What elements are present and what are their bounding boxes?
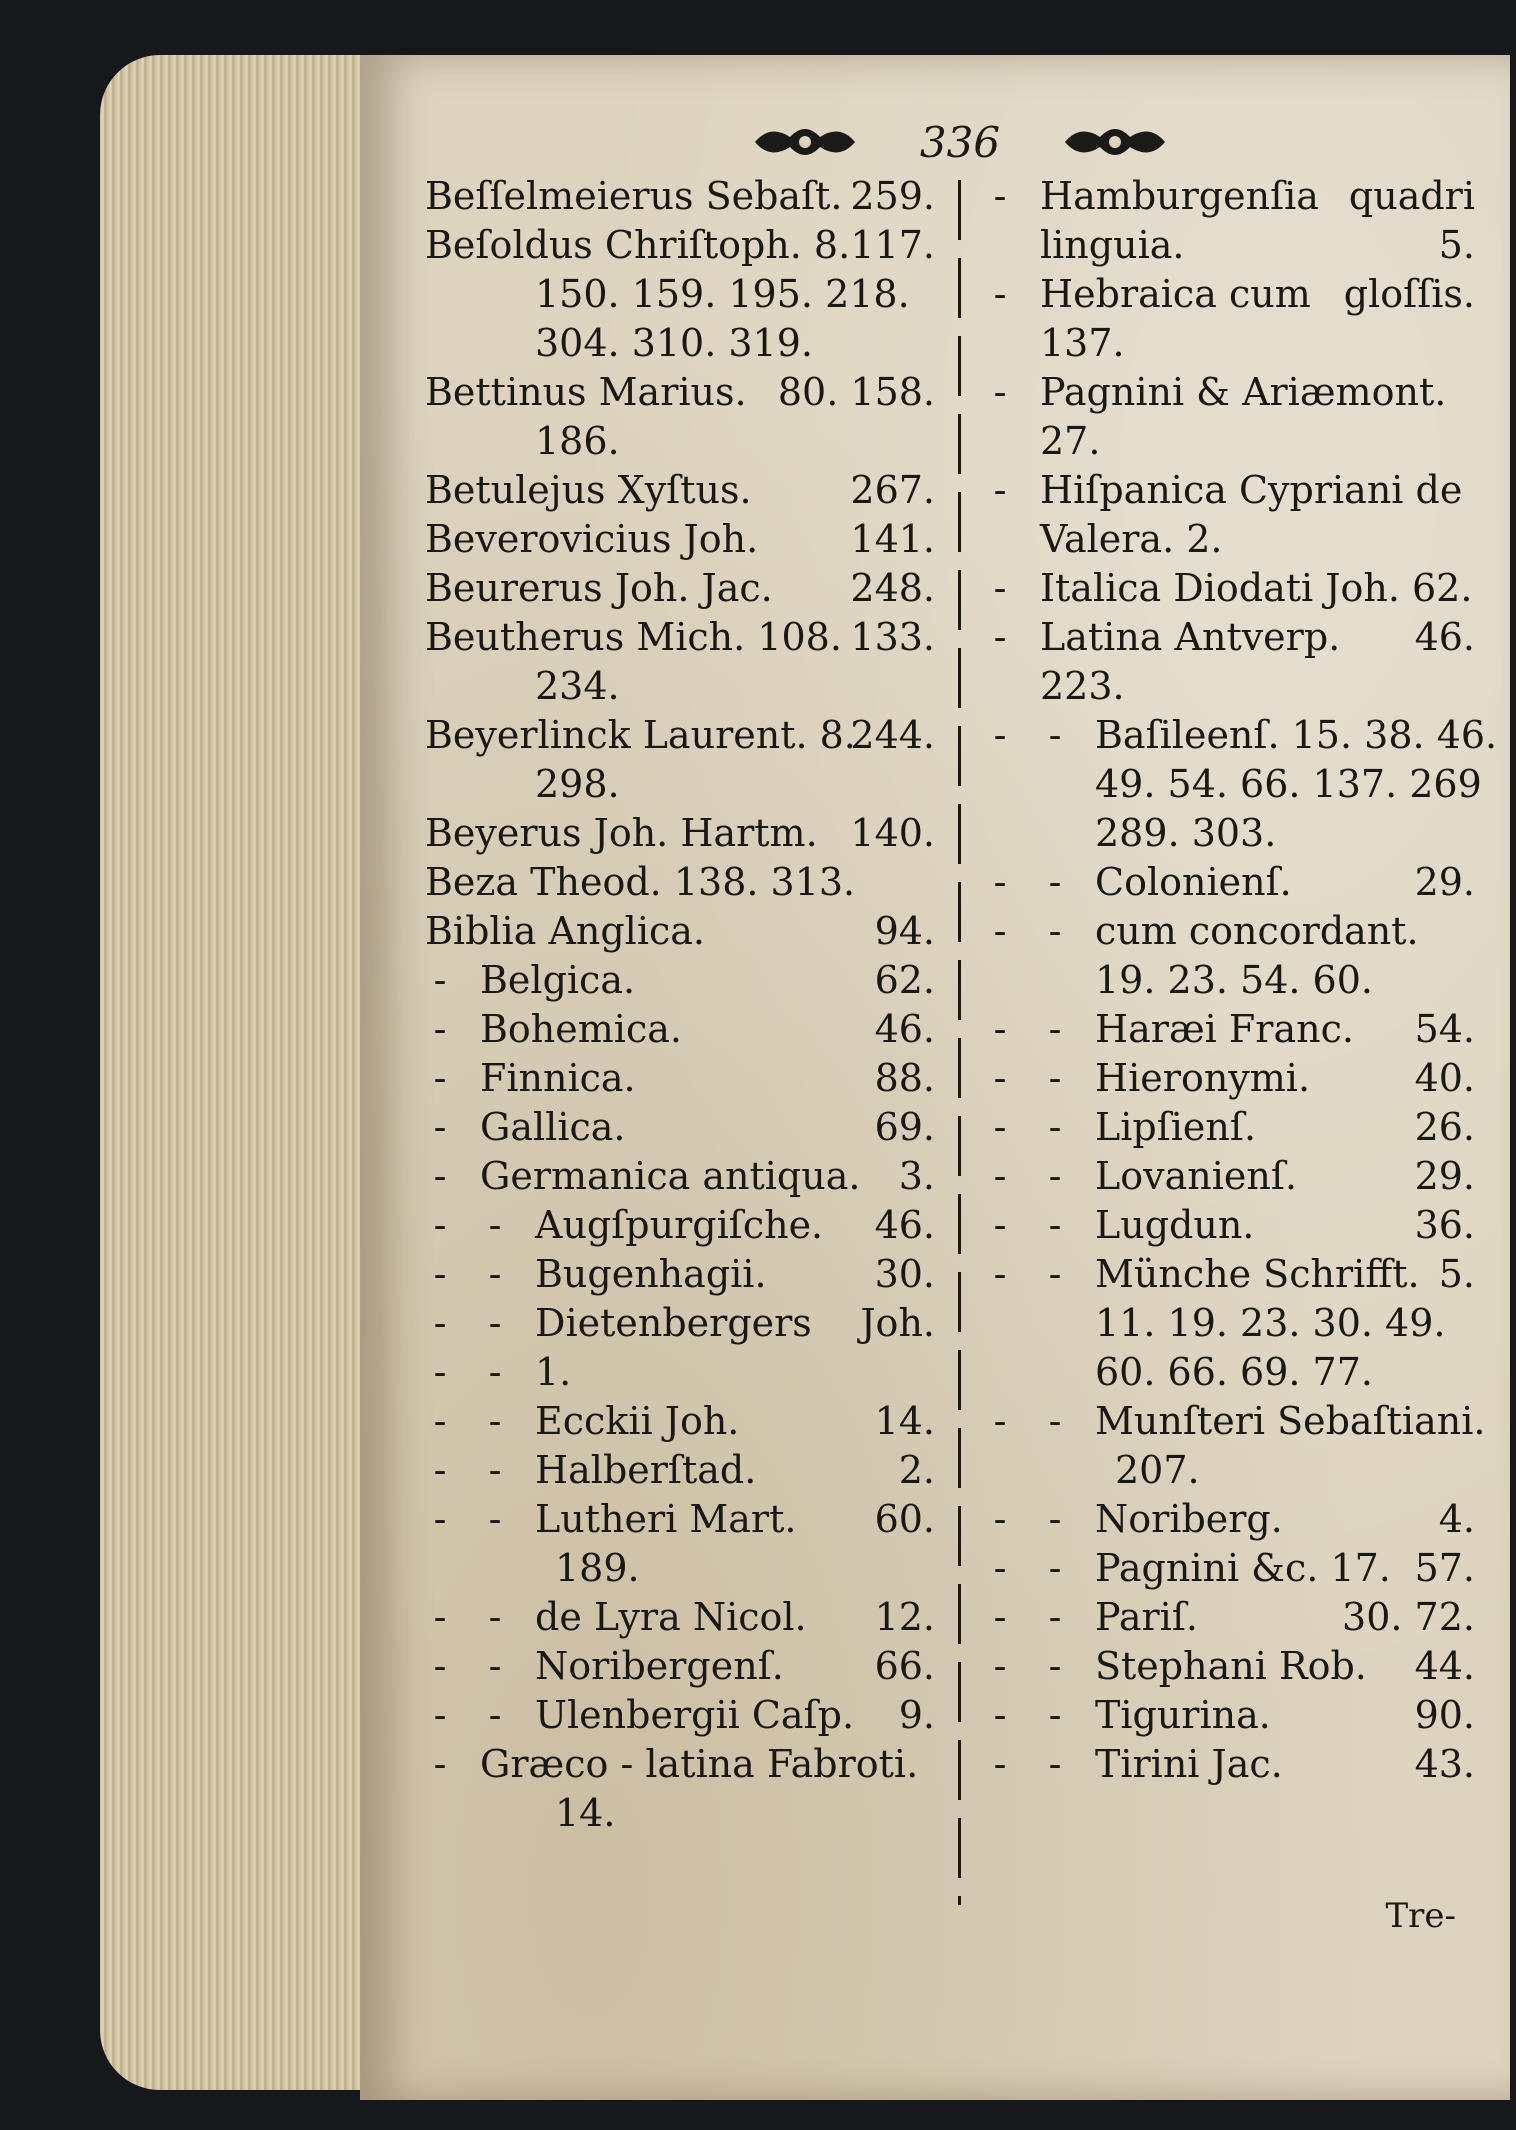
index-entry — [425, 760, 935, 809]
entry-page-ref: 141. — [850, 517, 935, 561]
entry-text: Baſileenſ. 15. 38. 46. — [1095, 713, 1498, 757]
index-entry — [985, 956, 1475, 1005]
index-entry — [425, 1299, 935, 1348]
entry-page-ref: 5. — [1438, 1252, 1475, 1296]
entry-page-ref: 40. — [1414, 1056, 1475, 1100]
index-entry — [985, 1740, 1475, 1789]
entry-dash: - — [993, 860, 1007, 904]
entry-page-ref: 3. — [898, 1154, 935, 1198]
entry-subdash: - — [1048, 1203, 1062, 1247]
index-entry — [425, 1201, 935, 1250]
entry-page-ref: quadri — [1348, 174, 1475, 218]
index-entry — [425, 809, 935, 858]
entry-text: 14. — [555, 1791, 616, 1835]
entry-subdash: - — [488, 1301, 502, 1345]
entry-text: Beyerus Joh. Hartm. — [425, 811, 818, 855]
entry-dash: - — [433, 1105, 447, 1149]
index-entry — [985, 1054, 1475, 1103]
entry-dash: - — [993, 1546, 1007, 1590]
index-entry — [425, 1740, 935, 1789]
entry-text: Ulenbergii Caſp. — [535, 1693, 855, 1737]
index-entry — [425, 417, 935, 466]
index-entry — [985, 1397, 1486, 1446]
entry-page-ref: 90. — [1414, 1693, 1475, 1737]
entry-dash: - — [433, 1007, 447, 1051]
index-entry — [425, 1005, 935, 1054]
right-ornament-icon — [1060, 119, 1170, 165]
entry-dash: - — [433, 1252, 447, 1296]
entry-subdash: - — [1048, 909, 1062, 953]
entry-text: Hebraica cum — [1040, 272, 1311, 316]
entry-text: Belgica. — [480, 958, 636, 1002]
index-entry — [985, 1642, 1475, 1691]
entry-page-ref: 60. — [874, 1497, 935, 1541]
entry-dash: - — [993, 468, 1007, 512]
entry-text: Ecckii Joh. — [535, 1399, 740, 1443]
entry-text: Colonienſ. — [1095, 860, 1292, 904]
entry-subdash: - — [1048, 1693, 1062, 1737]
entry-text: cum concordant. — [1095, 909, 1419, 953]
entry-page-ref: 88. — [874, 1056, 935, 1100]
entry-page-ref: 2. — [898, 1448, 935, 1492]
entry-dash: - — [433, 1056, 447, 1100]
index-entry — [425, 270, 935, 319]
entry-text: 11. 19. 23. 30. 49. — [1095, 1301, 1446, 1345]
entry-text: Stephani Rob. — [1095, 1644, 1367, 1688]
entry-text: Beverovicius Joh. — [425, 517, 759, 561]
entry-page-ref: 46. — [874, 1203, 935, 1247]
entry-text: Beſoldus Chriſtoph. 8. — [425, 223, 851, 267]
index-entry — [425, 711, 935, 760]
index-entry — [425, 221, 935, 270]
entry-page-ref: 5. — [1438, 223, 1475, 267]
entry-dash: - — [433, 1301, 447, 1345]
entry-dash: - — [993, 1497, 1007, 1541]
entry-page-ref: 248. — [850, 566, 935, 610]
entry-text: Pariſ. — [1095, 1595, 1198, 1639]
entry-subdash: - — [1048, 1742, 1062, 1786]
book-page-edges — [100, 55, 400, 2090]
index-entry — [985, 564, 1475, 613]
entry-subdash: - — [488, 1203, 502, 1247]
entry-dash: - — [433, 1448, 447, 1492]
entry-text: 189. — [555, 1546, 640, 1590]
entry-text: Betulejus Xyſtus. — [425, 468, 752, 512]
entry-page-ref: 259. — [850, 174, 935, 218]
index-entry — [425, 1544, 935, 1593]
entry-page-ref: Joh. — [860, 1301, 935, 1345]
entry-subdash: - — [1048, 1007, 1062, 1051]
index-entry — [985, 1005, 1475, 1054]
entry-text: de Lyra Nicol. — [535, 1595, 807, 1639]
entry-dash: - — [433, 958, 447, 1002]
entry-text: linguia. — [1040, 223, 1185, 267]
entry-subdash: - — [1048, 1056, 1062, 1100]
index-entry — [985, 270, 1475, 319]
entry-subdash: - — [1048, 1105, 1062, 1149]
entry-subdash: - — [488, 1693, 502, 1737]
entry-text: 304. 310. 319. — [535, 321, 813, 365]
entry-text: 289. 303. — [1095, 811, 1277, 855]
entry-subdash: - — [1048, 1644, 1062, 1688]
entry-text: Münche Schrifft. — [1095, 1252, 1420, 1296]
index-entry — [425, 1348, 935, 1397]
entry-text: Germanica antiqua. — [480, 1154, 861, 1198]
index-entry — [985, 417, 1475, 466]
index-entry — [985, 368, 1475, 417]
index-entry — [985, 907, 1475, 956]
index-entry — [985, 1103, 1475, 1152]
index-entry — [425, 1152, 935, 1201]
entry-dash: - — [993, 566, 1007, 610]
entry-text: Bohemica. — [480, 1007, 682, 1051]
entry-subdash: - — [1048, 1399, 1062, 1443]
entry-text: Græco - latina Fabroti. — [480, 1742, 919, 1786]
entry-page-ref: 30. — [874, 1252, 935, 1296]
entry-dash: - — [993, 713, 1007, 757]
index-entry — [425, 1593, 935, 1642]
column-divider — [958, 180, 961, 1905]
entry-subdash: - — [488, 1497, 502, 1541]
index-entry — [425, 1495, 935, 1544]
entry-dash: - — [993, 1056, 1007, 1100]
entry-text: Beutherus Mich. 108. — [425, 615, 842, 659]
index-entry — [425, 564, 935, 613]
left-ornament-icon — [750, 119, 860, 165]
entry-text: 207. — [1115, 1448, 1200, 1492]
entry-text: Beſſelmeierus Sebaſt. — [425, 174, 843, 218]
entry-subdash: - — [488, 1448, 502, 1492]
entry-text: Finnica. — [480, 1056, 636, 1100]
index-entry — [985, 1593, 1475, 1642]
entry-page-ref: 267. — [850, 468, 935, 512]
entry-page-ref: 94. — [874, 909, 935, 953]
entry-page-ref: 44. — [1414, 1644, 1475, 1688]
index-entry — [985, 711, 1498, 760]
entry-dash: - — [993, 1399, 1007, 1443]
index-entry — [985, 1495, 1475, 1544]
entry-subdash: - — [1048, 860, 1062, 904]
entry-subdash: - — [488, 1595, 502, 1639]
entry-dash: - — [993, 1693, 1007, 1737]
page-header — [750, 112, 1170, 172]
index-entry — [425, 1446, 935, 1495]
entry-text: Pagnini &c. 17. — [1095, 1546, 1391, 1590]
entry-subdash: - — [1048, 1595, 1062, 1639]
index-entry — [425, 1103, 935, 1152]
entry-page-ref: gloſſis. — [1343, 272, 1475, 316]
entry-text: Hamburgenſia — [1040, 174, 1319, 218]
index-entry — [425, 907, 935, 956]
entry-text: 223. — [1040, 664, 1125, 708]
index-entry — [985, 515, 1475, 564]
entry-text: Dietenbergers — [535, 1301, 812, 1345]
index-entry — [425, 1691, 935, 1740]
index-entry — [425, 515, 935, 564]
entry-page-ref: 57. — [1414, 1546, 1475, 1590]
index-entry — [985, 1152, 1475, 1201]
entry-page-ref: 36. — [1414, 1203, 1475, 1247]
entry-page-ref: 244. — [850, 713, 935, 757]
entry-subdash: - — [488, 1252, 502, 1296]
entry-page-ref: 46. — [1414, 615, 1475, 659]
index-entry — [985, 1299, 1475, 1348]
entry-page-ref: 43. — [1414, 1742, 1475, 1786]
index-entry — [425, 662, 935, 711]
index-entry — [985, 662, 1475, 711]
entry-text: Lovanienſ. — [1095, 1154, 1297, 1198]
index-entry — [425, 1397, 935, 1446]
entry-text: Italica Diodati Joh. 62. — [1040, 566, 1473, 610]
entry-dash: - — [993, 1105, 1007, 1149]
entry-text: Biblia Anglica. — [425, 909, 706, 953]
entry-text: Munſteri Sebaſtiani. — [1095, 1399, 1486, 1443]
entry-dash: - — [993, 1595, 1007, 1639]
index-entry — [985, 809, 1475, 858]
index-entry — [985, 1446, 1475, 1495]
entry-dash: - — [993, 1007, 1007, 1051]
entry-page-ref: 80. 158. — [777, 370, 935, 414]
entry-page-ref: 54. — [1414, 1007, 1475, 1051]
entry-text: 186. — [535, 419, 620, 463]
index-entry — [985, 1544, 1475, 1593]
entry-dash: - — [993, 615, 1007, 659]
entry-page-ref: 26. — [1414, 1105, 1475, 1149]
entry-page-ref: 140. — [850, 811, 935, 855]
entry-dash: - — [433, 1742, 447, 1786]
catchword: Tre- — [1385, 1896, 1456, 1936]
entry-dash: - — [993, 272, 1007, 316]
entry-page-ref: 14. — [874, 1399, 935, 1443]
entry-dash: - — [433, 1644, 447, 1688]
entry-subdash: - — [1048, 1154, 1062, 1198]
entry-text: 27. — [1040, 419, 1101, 463]
index-entry — [985, 172, 1475, 221]
index-entry — [425, 1789, 935, 1838]
index-entry — [985, 1348, 1475, 1397]
entry-dash: - — [433, 1399, 447, 1443]
page-number: 336 — [919, 117, 1001, 167]
entry-page-ref: 30. 72. — [1342, 1595, 1475, 1639]
entry-dash: - — [433, 1693, 447, 1737]
entry-subdash: - — [1048, 713, 1062, 757]
entry-dash: - — [993, 1644, 1007, 1688]
index-entry — [425, 1054, 935, 1103]
entry-dash: - — [993, 370, 1007, 414]
entry-text: Gallica. — [480, 1105, 626, 1149]
entry-subdash: - — [488, 1350, 502, 1394]
entry-text: 234. — [535, 664, 620, 708]
entry-text: Noriberg. — [1095, 1497, 1283, 1541]
entry-text: 150. 159. 195. 218. — [535, 272, 910, 316]
index-entry — [985, 319, 1475, 368]
index-entry — [425, 319, 935, 368]
index-entry — [425, 613, 935, 662]
entry-text: Bettinus Marius. — [425, 370, 747, 414]
entry-text: Lipſienſ. — [1095, 1105, 1257, 1149]
entry-text: Noribergenſ. — [535, 1644, 784, 1688]
entry-page-ref: 46. — [874, 1007, 935, 1051]
entry-text: 1. — [535, 1350, 572, 1394]
entry-text: Beyerlinck Laurent. 8. — [425, 713, 856, 757]
index-entry — [425, 466, 935, 515]
entry-subdash: - — [1048, 1546, 1062, 1590]
left-index-column — [425, 172, 935, 1838]
entry-text: Valera. 2. — [1040, 517, 1223, 561]
index-entry — [985, 613, 1475, 662]
entry-dash: - — [993, 1203, 1007, 1247]
entry-text: Beza Theod. 138. 313. — [425, 860, 856, 904]
index-entry — [985, 1250, 1475, 1299]
entry-text: Pagnini & Ariæmont. — [1040, 370, 1447, 414]
index-entry — [985, 1201, 1475, 1250]
entry-dash: - — [993, 1252, 1007, 1296]
entry-dash: - — [993, 1742, 1007, 1786]
entry-page-ref: 69. — [874, 1105, 935, 1149]
index-entry — [985, 221, 1475, 270]
entry-text: 19. 23. 54. 60. — [1095, 958, 1373, 1002]
entry-text: Augſpurgiſche. — [535, 1203, 824, 1247]
right-index-column — [985, 172, 1498, 1789]
entry-text: Lutheri Mart. — [535, 1497, 797, 1541]
entry-text: 298. — [535, 762, 620, 806]
index-entry — [425, 858, 935, 907]
entry-dash: - — [993, 1154, 1007, 1198]
index-entry — [985, 466, 1475, 515]
entry-dash: - — [993, 909, 1007, 953]
entry-page-ref: 117. — [850, 223, 935, 267]
index-entry — [425, 368, 935, 417]
entry-subdash: - — [488, 1644, 502, 1688]
entry-text: Beurerus Joh. Jac. — [425, 566, 773, 610]
entry-page-ref: 133. — [850, 615, 935, 659]
entry-dash: - — [433, 1203, 447, 1247]
index-entry — [425, 1250, 935, 1299]
entry-text: Bugenhagii. — [535, 1252, 767, 1296]
entry-text: Hieronymi. — [1095, 1056, 1311, 1100]
entry-text: Latina Antverp. — [1040, 615, 1341, 659]
entry-subdash: - — [1048, 1497, 1062, 1541]
entry-dash: - — [993, 174, 1007, 218]
index-entry — [985, 760, 1482, 809]
entry-page-ref: 29. — [1414, 1154, 1475, 1198]
entry-text: Tigurina. — [1095, 1693, 1271, 1737]
entry-text: Halberſtad. — [535, 1448, 757, 1492]
entry-text: Lugdun. — [1095, 1203, 1255, 1247]
entry-page-ref: 12. — [874, 1595, 935, 1639]
entry-dash: - — [433, 1595, 447, 1639]
entry-subdash: - — [1048, 1252, 1062, 1296]
entry-subdash: - — [488, 1399, 502, 1443]
entry-text: Tirini Jac. — [1095, 1742, 1283, 1786]
index-entry — [425, 172, 935, 221]
entry-dash: - — [433, 1497, 447, 1541]
entry-text: Haræi Franc. — [1095, 1007, 1354, 1051]
entry-dash: - — [433, 1154, 447, 1198]
index-entry — [425, 1642, 935, 1691]
entry-text: 49. 54. 66. 137. 269 — [1095, 762, 1482, 806]
index-entry — [985, 858, 1475, 907]
entry-page-ref: 66. — [874, 1644, 935, 1688]
entry-text: 137. — [1040, 321, 1125, 365]
entry-page-ref: 9. — [898, 1693, 935, 1737]
entry-page-ref: 29. — [1414, 860, 1475, 904]
entry-text: Hiſpanica Cypriani de — [1040, 468, 1463, 512]
entry-page-ref: 62. — [874, 958, 935, 1002]
entry-page-ref: 4. — [1438, 1497, 1475, 1541]
entry-text: 60. 66. 69. 77. — [1095, 1350, 1373, 1394]
entry-dash: - — [433, 1350, 447, 1394]
index-entry — [425, 956, 935, 1005]
index-entry — [985, 1691, 1475, 1740]
